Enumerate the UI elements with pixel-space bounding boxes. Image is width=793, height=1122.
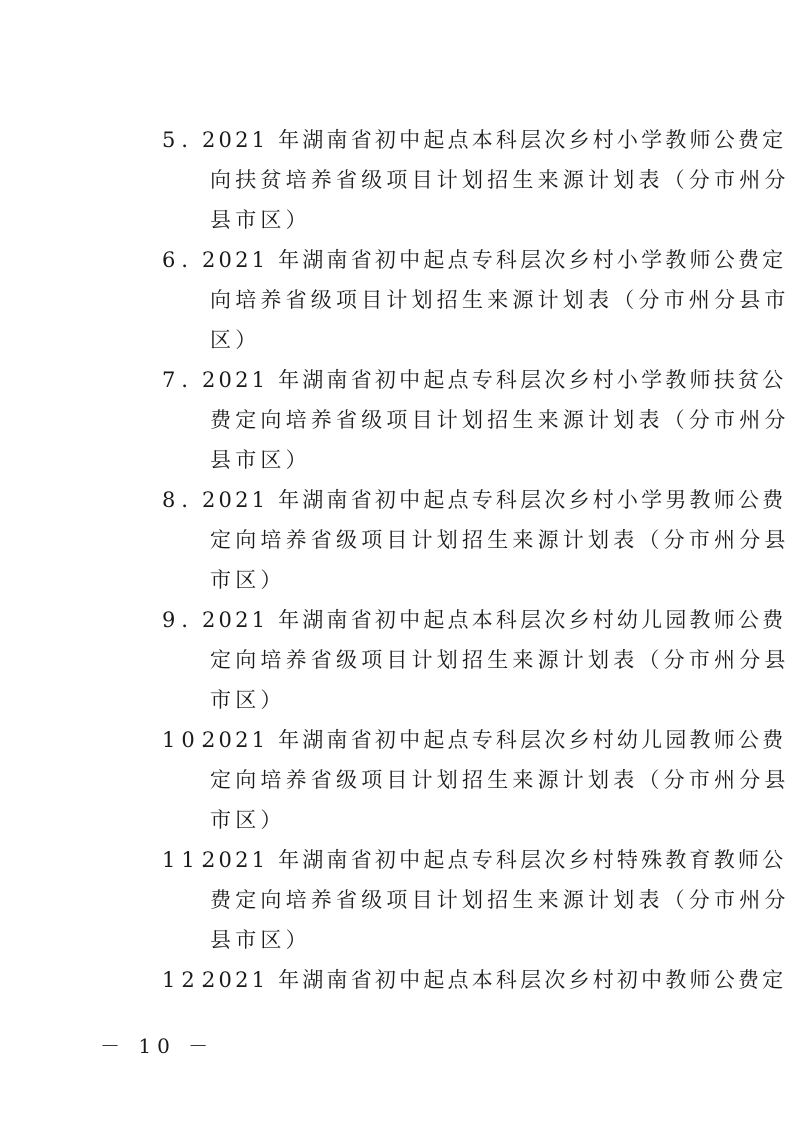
item-number: 10. — [162, 728, 214, 752]
list-item-8 — [162, 480, 790, 600]
list-item-10 — [162, 720, 790, 840]
list-item-6 — [162, 240, 790, 360]
item-line: 2021 年湖南省初中起点专科层次乡村幼儿园教师公费 — [202, 728, 787, 752]
list-item-7 — [162, 360, 790, 480]
item-line: 向扶贫培养省级项目计划招生来源计划表（分市州分 — [210, 168, 790, 192]
item-line: 区） — [210, 328, 261, 352]
item-line: 费定向培养省级项目计划招生来源计划表（分市州分 — [210, 408, 790, 432]
item-line: 市区） — [210, 688, 286, 712]
page-number: － 10 － — [100, 1034, 215, 1058]
item-line: 2021 年湖南省初中起点专科层次乡村小学教师扶贫公 — [202, 368, 787, 392]
item-number: 11. — [162, 848, 214, 872]
item-line: 县市区） — [210, 928, 311, 952]
item-number: 6． — [162, 248, 209, 272]
list-item-12 — [162, 960, 787, 1000]
item-line: 2021 年湖南省初中起点专科层次乡村特殊教育教师公 — [202, 848, 787, 872]
item-number: 8． — [162, 488, 209, 512]
item-line: 费定向培养省级项目计划招生来源计划表（分市州分 — [210, 888, 790, 912]
item-line: 定向培养省级项目计划招生来源计划表（分市州分县 — [210, 768, 790, 792]
item-line: 2021 年湖南省初中起点本科层次乡村小学教师公费定 — [202, 128, 787, 152]
item-line: 2021 年湖南省初中起点本科层次乡村初中教师公费定 — [202, 968, 787, 992]
item-number: 9． — [162, 608, 209, 632]
item-line: 县市区） — [210, 448, 311, 472]
item-line: 市区） — [210, 808, 286, 832]
item-line: 向培养省级项目计划招生来源计划表（分市州分县市 — [210, 288, 790, 312]
list-item-5 — [162, 120, 790, 240]
item-line: 市区） — [210, 568, 286, 592]
item-number: 5． — [162, 128, 209, 152]
item-number: 12. — [162, 968, 214, 992]
item-line: 2021 年湖南省初中起点专科层次乡村小学男教师公费 — [202, 488, 787, 512]
item-line: 县市区） — [210, 208, 311, 232]
list-item-9 — [162, 600, 790, 720]
item-line: 2021 年湖南省初中起点本科层次乡村幼儿园教师公费 — [202, 608, 787, 632]
item-line: 定向培养省级项目计划招生来源计划表（分市州分县 — [210, 648, 790, 672]
item-line: 定向培养省级项目计划招生来源计划表（分市州分县 — [210, 528, 790, 552]
item-line: 2021 年湖南省初中起点专科层次乡村小学教师公费定 — [202, 248, 787, 272]
item-number: 7． — [162, 368, 209, 392]
list-item-11 — [162, 840, 790, 960]
